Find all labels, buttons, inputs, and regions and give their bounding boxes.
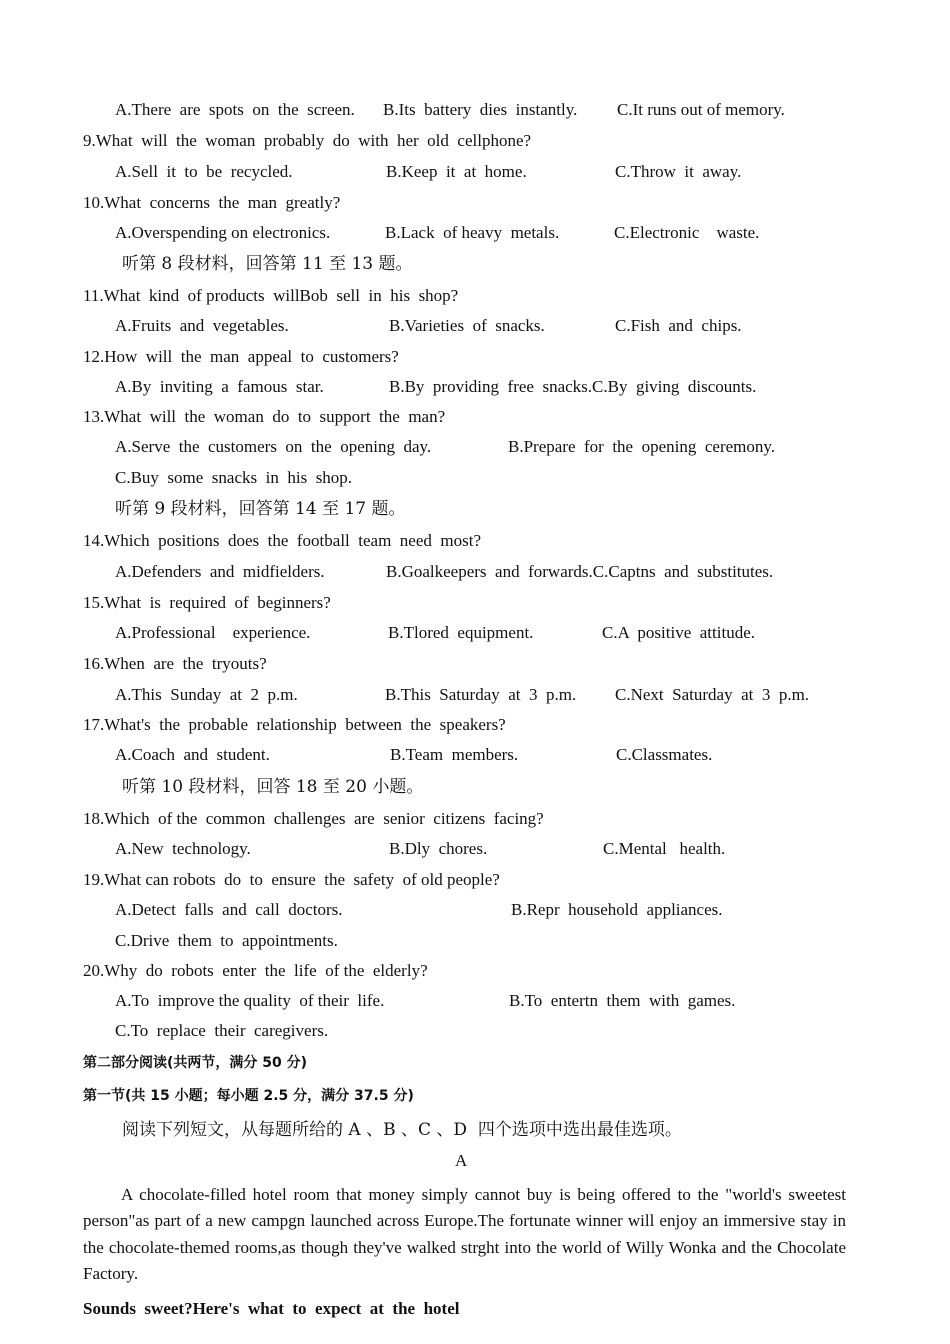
q10-option-a: A.Overspending on electronics. (115, 223, 331, 242)
q9-option-a: A.Sell it to be recycled. (115, 162, 293, 181)
q19-option-a: A.Detect falls and call doctors. (115, 900, 343, 919)
q16-option-c: C.Next Saturday at 3 p.m. (615, 685, 810, 704)
question-15: 15.What is required of beginners? (83, 593, 331, 612)
q8-option-a: A.There are spots on the screen. (115, 100, 355, 119)
question-18: 18.Which of the common challenges are senior citizens facing? (83, 809, 544, 828)
q13-option-a: A.Serve the customers on the opening day. (115, 437, 432, 456)
question-16: 16.When are the tryouts? (83, 654, 267, 673)
q19-option-c: C.Drive them to appointments. (115, 931, 338, 950)
section1-heading: 第一节(共 15 小题；每小题 2.5 分，满分 37.5 分) (83, 1088, 414, 1104)
q10-option-c: C.Electronic waste. (614, 223, 760, 242)
q8-option-c: C.It runs out of memory. (617, 100, 785, 119)
q20-option-a: A.To improve the quality of their life. (115, 991, 385, 1010)
q17-option-a: A.Coach and student. (115, 745, 270, 764)
q13-option-b: B.Prepare for the opening ceremony. (508, 437, 776, 456)
listening-instruction-8: 听第 8 段材料，回答第 11 至 13 题。 (122, 254, 413, 274)
passage-subheading: Sounds sweet?Here's what to expect at the hotel (83, 1299, 460, 1318)
q12-option-b: B.By providing free snacks.C.By giving discounts. (389, 377, 757, 396)
q16-option-a: A.This Sunday at 2 p.m. (115, 685, 298, 704)
q14-option-b: B.Goalkeepers and forwards.C.Captns and substitutes. (386, 562, 774, 581)
q14-option-a: A.Defenders and midfielders. (115, 562, 325, 581)
q20-option-b: B.To entertn them with games. (509, 991, 736, 1010)
question-19: 19.What can robots do to ensure the safety of old people? (83, 870, 500, 889)
question-17: 17.What's the probable relationship between the speakers? (83, 715, 506, 734)
q18-option-c: C.Mental health. (603, 839, 726, 858)
question-13: 13.What will the woman do to support the man? (83, 407, 446, 426)
q15-option-a: A.Professional experience. (115, 623, 311, 642)
question-14: 14.Which positions does the football team need most? (83, 531, 482, 550)
q17-option-c: C.Classmates. (616, 745, 713, 764)
q9-option-c: C.Throw it away. (615, 162, 742, 181)
q11-option-c: C.Fish and chips. (615, 316, 742, 335)
listening-instruction-10: 听第 10 段材料，回答 18 至 20 小题。 (122, 777, 424, 797)
question-9: 9.What will the woman probably do with her old cellphone? (83, 131, 532, 150)
q18-option-a: A.New technology. (115, 839, 251, 858)
q18-option-b: B.Dly chores. (389, 839, 488, 858)
q17-option-b: B.Team members. (390, 745, 519, 764)
q20-option-c: C.To replace their caregivers. (115, 1021, 329, 1040)
question-12: 12.How will the man appeal to customers? (83, 347, 399, 366)
q16-option-b: B.This Saturday at 3 p.m. (385, 685, 577, 704)
q13-option-c: C.Buy some snacks in his shop. (115, 468, 353, 487)
q11-option-a: A.Fruits and vegetables. (115, 316, 289, 335)
q10-option-b: B.Lack of heavy metals. (385, 223, 560, 242)
question-11: 11.What kind of products willBob sell in his shop? (83, 286, 459, 305)
q15-option-b: B.Tlored equipment. (388, 623, 534, 642)
part2-heading: 第二部分阅读(共两节，满分 50 分) (83, 1055, 308, 1071)
question-10: 10.What concerns the man greatly? (83, 193, 341, 212)
reading-instruction: 阅读下列短文，从每题所给的 A 、B 、C 、D 四个选项中选出最佳选项。 (122, 1120, 682, 1140)
passage-label: A (455, 1151, 468, 1170)
q19-option-b: B.Repr household appliances. (511, 900, 723, 919)
passage-paragraph: A chocolate-filled hotel room that money simply cannot buy is being offered to the "world's sweetest person"as part of a new campgn launched across Europe.The fortunate winner will enjoy an immersive stay in the chocolate-themed rooms,as though they've walked strght into the world of Willy Wonka and the Chocolate Factory. (83, 1185, 846, 1283)
question-20: 20.Why do robots enter the life of the elderly? (83, 961, 428, 980)
q11-option-b: B.Varieties of snacks. (389, 316, 545, 335)
listening-instruction-9: 听第 9 段材料，回答第 14 至 17 题。 (115, 499, 406, 519)
q8-option-b: B.Its battery dies instantly. (383, 100, 578, 119)
q12-option-a: A.By inviting a famous star. (115, 377, 324, 396)
q15-option-c: C.A positive attitude. (602, 623, 755, 642)
q9-option-b: B.Keep it at home. (386, 162, 527, 181)
